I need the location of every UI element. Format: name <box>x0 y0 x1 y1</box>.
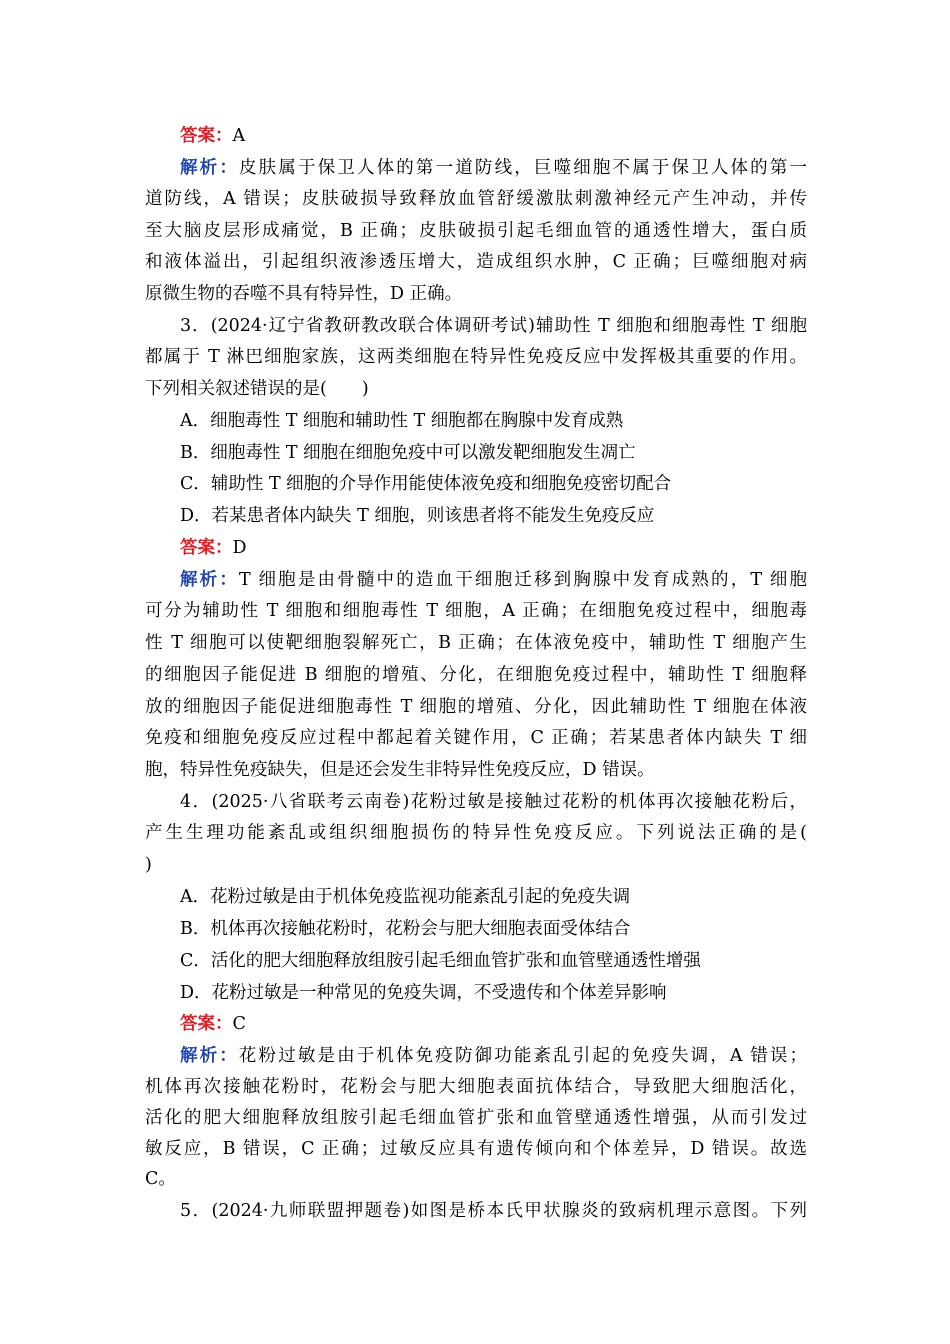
q3-stem-line: 3．(2024·辽宁省教研教改联合体调研考试)辅助性 T 细胞和细胞毒性 T 细胞 <box>180 316 807 336</box>
q4-option-a: A．花粉过敏是由于机体免疫监视功能紊乱引起的免疫失调 <box>180 887 631 907</box>
q3-analysis-line: 的细胞因子能促进 B 细胞的增殖、分化，在细胞免疫过程中，辅助性 T 细胞释 <box>145 665 807 685</box>
q4-stem-line: 产生生理功能紊乱或组织细胞损伤的特异性免疫反应。下列说法正确的是( <box>145 823 807 843</box>
q2-analysis-line: 原微生物的吞噬不具有特异性，D 正确。 <box>145 284 463 304</box>
q4-stem-line: ) <box>145 855 152 875</box>
analysis-label: 解析： <box>180 158 239 178</box>
q4-option-c: C．活化的肥大细胞释放组胺引起毛细血管扩张和血管壁通透性增强 <box>180 951 701 971</box>
q4-answer <box>180 1011 807 1037</box>
answer-value: C <box>232 1014 246 1034</box>
q3-analysis-line: 胞，特异性免疫缺失，但是还会发生非特异性免疫反应，D 错误。 <box>145 760 655 780</box>
q3-option-d: D．若某患者体内缺失 T 细胞，则该患者将不能发生免疫反应 <box>180 506 655 526</box>
q3-answer <box>180 535 807 561</box>
q4-analysis-line: 活化的肥大细胞释放组胺引起毛细血管扩张和血管壁通透性增强，从而引发过 <box>145 1108 807 1128</box>
q4-option-d: D．花粉过敏是一种常见的免疫失调，不受遗传和个体差异影响 <box>180 983 667 1003</box>
q4-option-b: B．机体再次接触花粉时，花粉会与肥大细胞表面受体结合 <box>180 919 631 939</box>
q3-option-a: A．细胞毒性 T 细胞和辅助性 T 细胞都在胸腺中发育成熟 <box>180 411 624 431</box>
q3-option-b: B．细胞毒性 T 细胞在细胞免疫中可以激发靶细胞发生凋亡 <box>180 443 636 463</box>
q2-answer <box>180 123 807 149</box>
q2-analysis-line: 解析：皮肤属于保卫人体的第一道防线，巨噬细胞不属于保卫人体的第一 <box>180 158 807 178</box>
q4-stem-line: 4．(2025·八省联考云南卷)花粉过敏是接触过花粉的机体再次接触花粉后， <box>180 792 807 812</box>
q2-analysis-line: 道防线，A 错误；皮肤破损导致释放血管舒缓激肽刺激神经元产生冲动，并传 <box>145 189 807 209</box>
q3-analysis-line: 解析：T 细胞是由骨髓中的造血干细胞迁移到胸腺中发育成熟的，T 细胞 <box>180 570 808 590</box>
analysis-label: 解析： <box>180 570 240 590</box>
answer-value: A <box>232 126 246 146</box>
answer-label: 答案： <box>180 126 233 146</box>
q3-analysis-line: 放的细胞因子能促进细胞毒性 T 细胞的增殖、分化，因此辅助性 T 细胞在体液 <box>145 697 807 717</box>
answer-value: D <box>232 538 247 558</box>
answer-label: 答案： <box>180 1014 233 1034</box>
q3-option-c: C．辅助性 T 细胞的介导作用能使体液免疫和细胞免疫密切配合 <box>180 474 672 494</box>
q3-stem-line: 都属于 T 淋巴细胞家族，这两类细胞在特异性免疫反应中发挥极其重要的作用。 <box>145 347 807 367</box>
q4-analysis-line: 解析：花粉过敏是由于机体免疫防御功能紊乱引起的免疫失调，A 错误； <box>180 1046 808 1066</box>
q3-analysis-line: 免疫和细胞免疫反应过程中都起着关键作用，C 正确；若某患者体内缺失 T 细 <box>145 728 807 748</box>
q2-analysis-line: 和液体溢出，引起组织液渗透压增大，造成组织水肿，C 正确；巨噬细胞对病 <box>145 252 807 272</box>
analysis-label: 解析： <box>180 1046 239 1066</box>
q2-analysis-line: 至大脑皮层形成痛觉，B 正确；皮肤破损引起毛细血管的通透性增大，蛋白质 <box>145 221 807 241</box>
q3-analysis-line: 性 T 细胞可以使靶细胞裂解死亡，B 正确；在体液免疫中，辅助性 T 细胞产生 <box>145 633 807 653</box>
answer-label: 答案： <box>180 538 233 558</box>
q4-analysis-line: 敏反应，B 错误，C 正确；过敏反应具有遗传倾向和个体差异，D 错误。故选 <box>145 1139 807 1159</box>
q3-analysis-line: 可分为辅助性 T 细胞和细胞毒性 T 细胞，A 正确；在细胞免疫过程中，细胞毒 <box>145 601 807 621</box>
q3-stem-line: 下列相关叙述错误的是( ) <box>145 379 369 399</box>
q5-stem-line: 5．(2024·九师联盟押题卷)如图是桥本氏甲状腺炎的致病机理示意图。下列 <box>180 1201 807 1221</box>
q4-analysis-line: 机体再次接触花粉时，花粉会与肥大细胞表面抗体结合，导致肥大细胞活化， <box>145 1077 807 1097</box>
q4-analysis-line: C。 <box>145 1169 176 1189</box>
